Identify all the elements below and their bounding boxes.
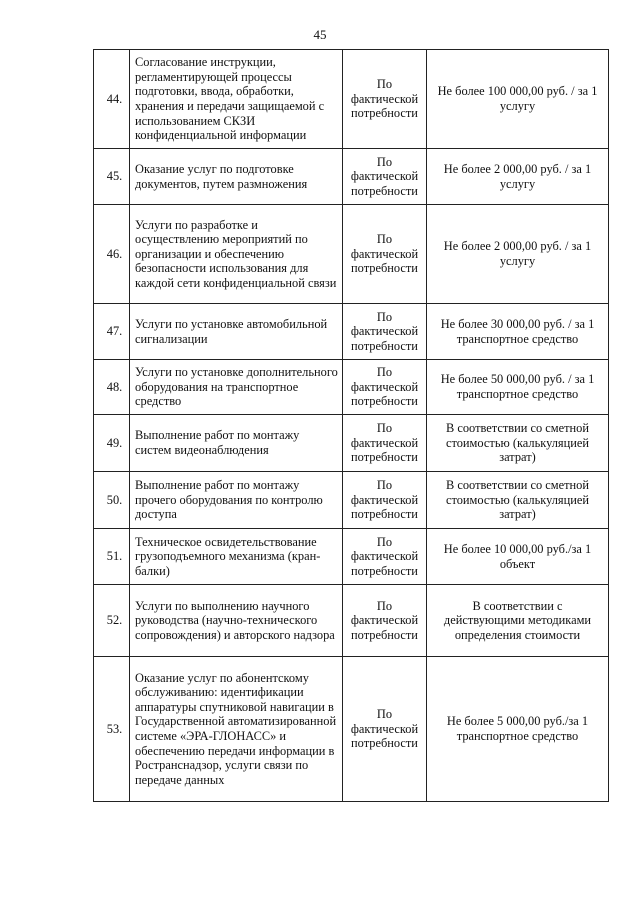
service-price: Не более 5 000,00 руб./за 1 транспортное средство — [427, 657, 609, 802]
row-number: 52. — [94, 585, 130, 657]
table-row — [94, 585, 609, 657]
services-price-table — [93, 49, 609, 802]
row-number: 46. — [94, 205, 130, 304]
table-row — [94, 205, 609, 304]
service-quantity: По фактической потребности — [343, 205, 427, 304]
service-name: Выполнение работ по монтажу прочего оборудования по контролю доступа — [130, 472, 343, 529]
service-price: В соответствии со сметной стоимостью (калькуляцией затрат) — [427, 415, 609, 472]
service-quantity: По фактической потребности — [343, 360, 427, 415]
service-price: В соответствии с действующими методиками определения стоимости — [427, 585, 609, 657]
row-number: 48. — [94, 360, 130, 415]
row-number: 45. — [94, 149, 130, 205]
service-price: Не более 30 000,00 руб. / за 1 транспортное средство — [427, 304, 609, 360]
row-number: 51. — [94, 529, 130, 585]
service-price: Не более 2 000,00 руб. / за 1 услугу — [427, 149, 609, 205]
service-quantity: По фактической потребности — [343, 657, 427, 802]
service-quantity: По фактической потребности — [343, 529, 427, 585]
service-name: Оказание услуг по абонентскому обслуживанию: идентификации аппаратуры спутниковой навигации в Государственной автоматизированной системе «ЭРА-ГЛОНАСС» и обеспечению передачи информации в Ространснадзор, услуги связи по передаче данных — [130, 657, 343, 802]
service-name: Оказание услуг по подготовке документов, путем размножения — [130, 149, 343, 205]
row-number: 47. — [94, 304, 130, 360]
service-name: Услуги по разработке и осуществлению мероприятий по организации и обеспечению безопасности использования для каждой сети конфиденциальной связи — [130, 205, 343, 304]
table-row — [94, 149, 609, 205]
service-name: Услуги по установке автомобильной сигнализации — [130, 304, 343, 360]
table-row — [94, 50, 609, 149]
row-number: 53. — [94, 657, 130, 802]
row-number: 50. — [94, 472, 130, 529]
table-row — [94, 657, 609, 802]
service-name: Услуги по установке дополнительного оборудования на транспортное средство — [130, 360, 343, 415]
service-name: Выполнение работ по монтажу систем видеонаблюдения — [130, 415, 343, 472]
service-name: Техническое освидетельствование грузоподъемного механизма (кран-балки) — [130, 529, 343, 585]
page-number: 45 — [313, 27, 327, 42]
service-quantity: По фактической потребности — [343, 304, 427, 360]
service-quantity: По фактической потребности — [343, 50, 427, 149]
service-quantity: По фактической потребности — [343, 149, 427, 205]
service-name: Услуги по выполнению научного руководства (научно-технического сопровождения) и авторского надзора — [130, 585, 343, 657]
row-number: 49. — [94, 415, 130, 472]
service-quantity: По фактической потребности — [343, 415, 427, 472]
table-row — [94, 415, 609, 472]
table-row — [94, 472, 609, 529]
row-number: 44. — [94, 50, 130, 149]
service-price: Не более 2 000,00 руб. / за 1 услугу — [427, 205, 609, 304]
service-price: В соответствии со сметной стоимостью (калькуляцией затрат) — [427, 472, 609, 529]
service-name: Согласование инструкции, регламентирующей процессы подготовки, ввода, обработки, хранения и передачи защищаемой с использованием СКЗИ конфиденциальной информации — [130, 50, 343, 149]
table-row — [94, 529, 609, 585]
table-row — [94, 304, 609, 360]
service-quantity: По фактической потребности — [343, 585, 427, 657]
service-quantity: По фактической потребности — [343, 472, 427, 529]
service-price: Не более 100 000,00 руб. / за 1 услугу — [427, 50, 609, 149]
service-price: Не более 10 000,00 руб./за 1 объект — [427, 529, 609, 585]
table-row — [94, 360, 609, 415]
service-price: Не более 50 000,00 руб. / за 1 транспортное средство — [427, 360, 609, 415]
